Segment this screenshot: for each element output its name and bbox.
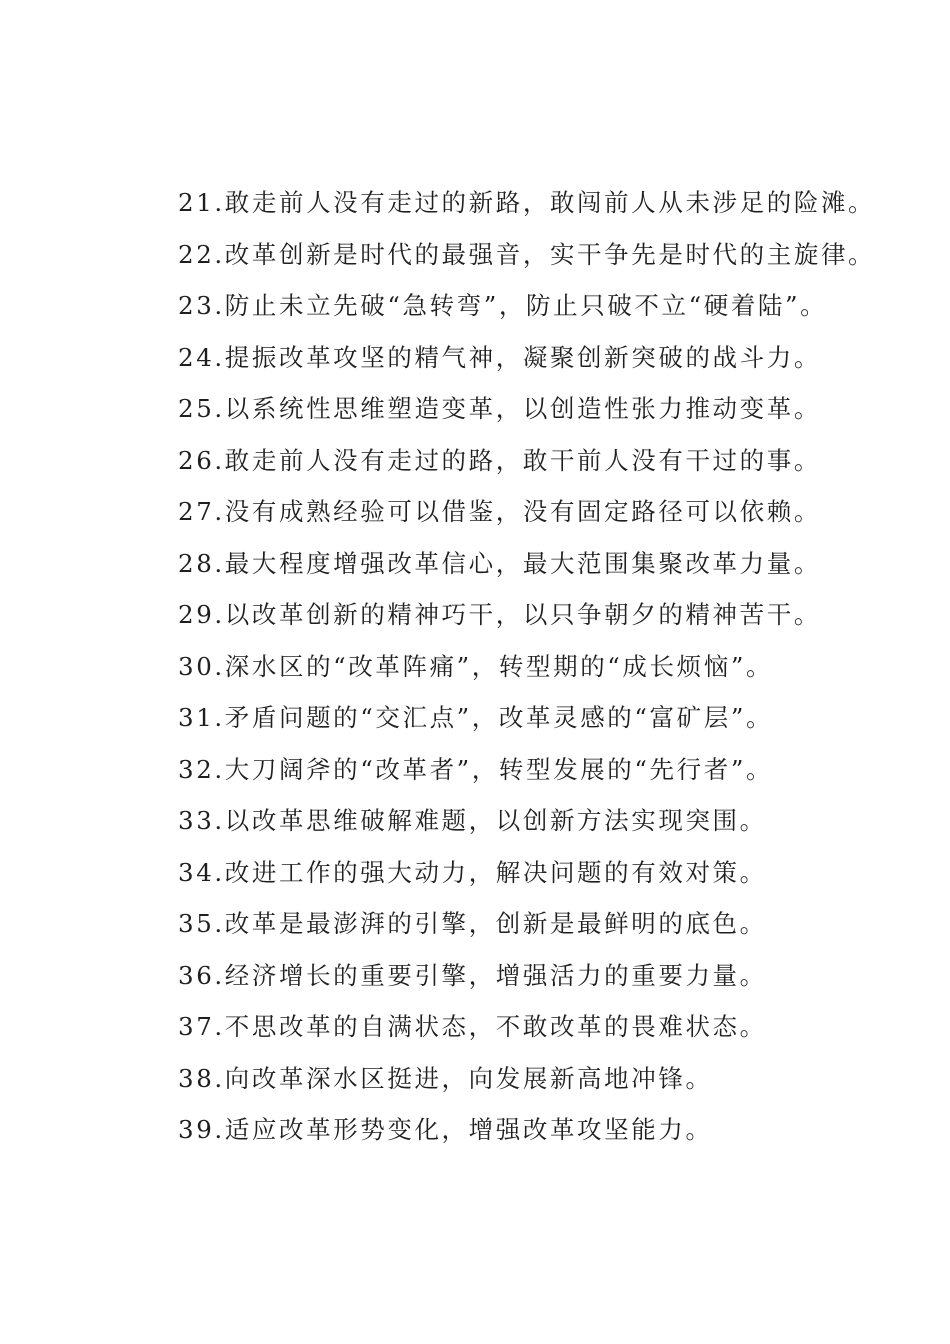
list-item: 37.不思改革的自满状态，不敢改革的畏难状态。 [178,1012,767,1041]
list-item: 36.经济增长的重要引擎，增强活力的重要力量。 [178,960,767,990]
list-item: 32.大刀阔斧的“改革者”，转型发展的“先行者”。 [178,754,774,784]
slogan-list [178,180,878,1159]
list-item: 24.提振改革攻坚的精气神，凝聚创新突破的战斗力。 [178,342,821,372]
list-item: 22.改革创新是时代的最强音，实干争先是时代的主旋律。 [178,239,876,269]
list-item: 33.以改革思维破解难题，以创新方法实现突围。 [178,806,767,835]
list-item: 38.向改革深水区挺进，向发展新高地冲锋。 [178,1063,713,1093]
list-item: 29.以改革创新的精神巧干，以只争朝夕的精神苦干。 [178,600,821,629]
list-item: 35.改革是最澎湃的引擎，创新是最鲜明的底色。 [178,909,767,938]
list-item: 23.防止未立先破“急转弯”，防止只破不立“硬着陆”。 [178,291,828,320]
list-item: 31.矛盾问题的“交汇点”，改革灵感的“富矿层”。 [178,703,774,732]
list-item: 26.敢走前人没有走过的路，敢干前人没有干过的事。 [178,445,821,475]
list-item: 25.以系统性思维塑造变革，以创造性张力推动变革。 [178,394,821,423]
list-item: 30.深水区的“改革阵痛”，转型期的“成长烦恼”。 [178,651,774,681]
list-item: 27.没有成熟经验可以借鉴，没有固定路径可以依赖。 [178,497,821,526]
list-item: 21.敢走前人没有走过的新路，敢闯前人从未涉足的险滩。 [178,188,876,217]
list-item: 34.改进工作的强大动力，解决问题的有效对策。 [178,857,767,887]
list-item: 28.最大程度增强改革信心，最大范围集聚改革力量。 [178,548,821,578]
list-item: 39.适应改革形势变化，增强改革攻坚能力。 [178,1115,713,1144]
